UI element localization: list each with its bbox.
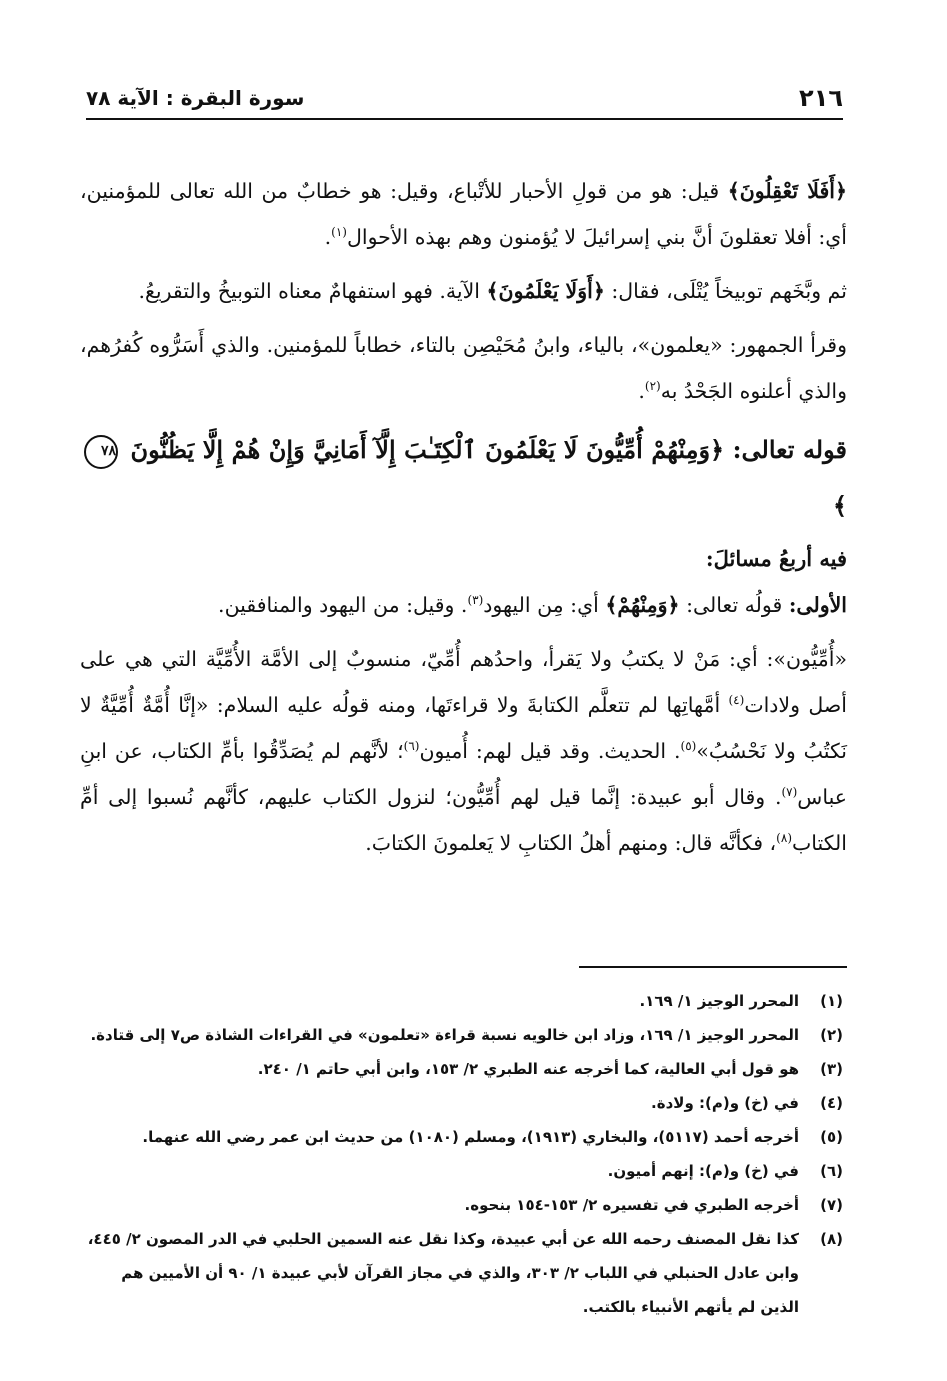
footnote-ref[interactable]: (٨) — [776, 831, 792, 846]
footnote — [86, 1222, 843, 1324]
paragraph-2 — [80, 268, 847, 314]
main-text — [80, 168, 847, 874]
footnote — [86, 1052, 843, 1086]
footnote-number: (١) — [820, 992, 843, 1010]
footnote-number: (٣) — [820, 1060, 843, 1078]
running-title: سورة البقرة : الآية ٧٨ — [86, 86, 305, 110]
footnote-number: (٥) — [820, 1128, 843, 1146]
text-run: «أُمِّيُّون»: أي: مَنْ لا يكتبُ ولا يَقرأ، واحدُهم أُمِّيّ، منسوبٌ إلى الأمَّة الأُمِّيَّة التي هي على أصل ولادات — [80, 647, 847, 717]
footnote-ref[interactable]: (٧) — [781, 785, 798, 800]
footnote — [86, 1188, 843, 1222]
footnote — [86, 1154, 843, 1188]
footnote-ref[interactable]: (١) — [331, 225, 347, 240]
footnote-ref[interactable]: (٢) — [644, 379, 661, 394]
footnote-number: (٦) — [820, 1162, 843, 1180]
footnote — [86, 1120, 843, 1154]
footnote-text: المحرر الوجيز ١/ ١٦٩. — [639, 992, 799, 1010]
verse-lead: قوله تعالى: — [724, 435, 847, 464]
verse-text: ﴿وَمِنْهُمْ أُمِّيُّونَ لَا يَعْلَمُونَ ٱلْكِتَـٰبَ إِلَّآ أَمَانِيَّ وَإِنْ هُمْ إِلَّا يَظُنُّونَ — [130, 435, 725, 464]
footnote-text: كذا نقل المصنف رحمه الله عن أبي عبيدة، وكذا نقل عنه السمين الحلبي في الدر المصون ٢/ ٤٤٥، وابن عادل الحنبلي في اللباب ٢/ ٣٠٣، والذي في مجاز القرآن لأبي عبيدة ١/ ٩٠ أن الأميين هم الذين لم يأتهم الأنبياء بالكتب. — [87, 1230, 799, 1316]
footnote — [86, 984, 843, 1018]
quran-quote: ﴿وَمِنْهُمْ﴾ — [605, 593, 680, 617]
page-header — [86, 82, 843, 122]
text-run: . وقيل: من اليهود والمنافقين. — [218, 593, 468, 617]
footnote-number: (٧) — [820, 1196, 843, 1214]
paragraph-1 — [80, 168, 847, 260]
header-rule — [86, 118, 843, 120]
issue-label: الأولى: — [788, 593, 847, 617]
quran-quote: ﴿أَفَلَا تَعْقِلُونَ﴾ — [727, 179, 847, 203]
quran-quote: ﴿أَوَلَا يَعْلَمُونَ﴾ — [486, 279, 605, 303]
verse-heading — [80, 422, 847, 534]
footnote-ref[interactable]: (٤) — [728, 693, 745, 708]
ayah-number-icon: ٧٨ — [84, 435, 118, 469]
text-run: أي: مِن اليهود — [483, 593, 606, 617]
page-number: ٢١٦ — [799, 84, 843, 112]
text-run: ؛ لأنَّهم لم يُصَدِّقُوا بأمِّ الكتاب، عن ابنِ عباس — [80, 739, 847, 809]
text-run: الآية. فهو استفهامٌ معناه التوبيخُ والتقريعُ. — [138, 279, 487, 303]
section-heading: فيه أربعُ مسائلَ: — [705, 546, 847, 571]
paragraph-3 — [80, 322, 847, 414]
text-run: . — [324, 225, 332, 249]
paragraph-4 — [80, 582, 847, 628]
footnote — [86, 1086, 843, 1120]
footnote-number: (٢) — [820, 1026, 843, 1044]
footnote-text: أخرجه الطبري في تفسيره ٢/ ١٥٣-١٥٤ بنحوه. — [464, 1196, 799, 1214]
text-run: . — [638, 379, 645, 403]
text-run: . الحديث. وقد قيل لهم: أُميون — [419, 739, 681, 763]
footnote-text: في (خ) و(م): إنهم أميون. — [607, 1162, 799, 1180]
footnote-text: أخرجه أحمد (٥١١٧)، والبخاري (١٩١٣)، ومسلم (١٠٨٠) من حديث ابن عمر رضي الله عنهما. — [142, 1128, 799, 1146]
text-run: . وقال أبو عبيدة: إنَّما قيل لهم أُمِّيُّون؛ لنزول الكتاب عليهم، كأنَّهم نُسبوا إلى أمِّ الكتاب — [80, 785, 847, 855]
footnote-ref[interactable]: (٣) — [467, 593, 484, 608]
footnote-text: هو قول أبي العالية، كما أخرجه عنه الطبري ٢/ ١٥٣، وابن أبي حاتم ١/ ٢٤٠. — [257, 1060, 799, 1078]
text-run: ، فكأنَّه قال: ومنهم أهلُ الكتابِ لا يَعلمونَ الكتابَ. — [365, 831, 777, 855]
footnote-number: (٤) — [820, 1094, 843, 1112]
footnotes — [86, 984, 843, 1324]
footnote-text: في (خ) و(م): ولادة. — [651, 1094, 799, 1112]
footnote — [86, 1018, 843, 1052]
footnote-text: المحرر الوجيز ١/ ١٦٩، وزاد ابن خالويه نسبة قراءة «تعلمون» في القراءات الشاذة ص٧ إلى قتادة. — [90, 1026, 799, 1044]
text-run: ثم وبَّخَهم توبيخاً يُتْلَى، فقال: — [604, 279, 847, 303]
text-run: أمَّهاتِها لم تتعلَّم الكتابةَ ولا قراءتَها، ومنه قولُه عليه السلام: «إنَّا أُمَّةٌ أُمِّيَّةٌ لا نَكتُبُ ولا نَحْسُبُ» — [80, 693, 847, 763]
footnote-ref[interactable]: (٥) — [680, 739, 697, 754]
footnote-number: (٨) — [820, 1230, 843, 1248]
verse-close: ﴾ — [832, 491, 847, 520]
paragraph-5 — [80, 636, 847, 866]
text-run: قيل: هو من قولِ الأحبار للأتْباع، وقيل: هو خطابٌ من الله تعالى للمؤمنين، أي: أفلا تعقلونَ أنَّ بني إسرائيلَ لا يُؤمنون وهم بهذه الأحوال — [80, 179, 847, 249]
text-run: وقرأ الجمهور: «يعلمون»، بالياء، وابنُ مُحَيْصِن بالتاء، خطاباً للمؤمنين. والذي أَسَرُّوه كُفرُهم، والذي أعلنوه الجَحْدُ به — [80, 333, 847, 403]
footnote-separator — [579, 966, 847, 968]
text-run: قولُه تعالى: — [679, 593, 789, 617]
footnote-ref[interactable]: (٦) — [403, 739, 420, 754]
